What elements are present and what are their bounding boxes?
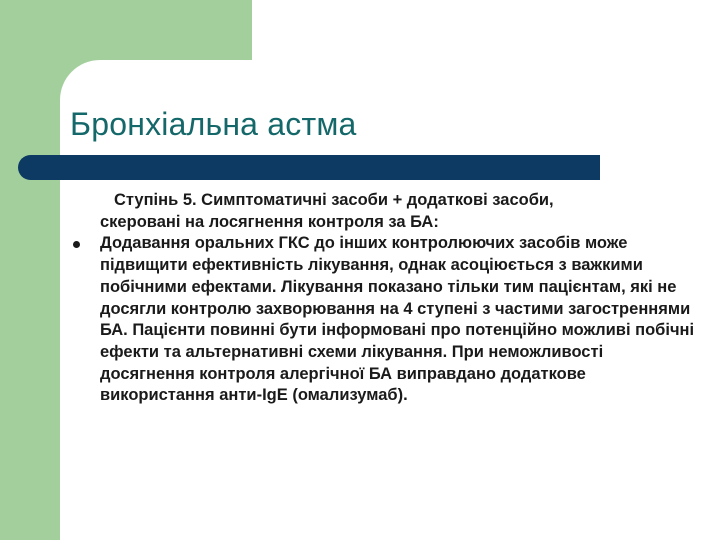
slide-body <box>100 190 700 407</box>
slide-title: Бронхіальна астма <box>70 106 357 142</box>
intro-line-1: Ступінь 5. Симптоматичні засоби + додаткові засоби, <box>114 191 554 209</box>
bullet-text: Додавання оральних ГКС до інших контролюючих засобів може підвищити ефективність лікування, однак асоціюється з важкими побічними ефектами. Лікування показано тільки тим пацієнтам, які не досягли контролю захворювання на 4 ступені з частими загостреннями БА. Пацієнти повинні бути інформовані про потенційно можливі побічні ефекти та альтернативні схеми лікування. При неможливості досягнення контроля алергічної БА виправдано додаткове використання анти-IgE (омализумаб). <box>100 234 695 405</box>
intro-line-2: скеровані на лосягнення контроля за БА: <box>100 212 439 231</box>
list-item <box>100 233 700 407</box>
decorative-green-strip-left <box>0 0 60 540</box>
title-underline-bar <box>18 155 600 180</box>
